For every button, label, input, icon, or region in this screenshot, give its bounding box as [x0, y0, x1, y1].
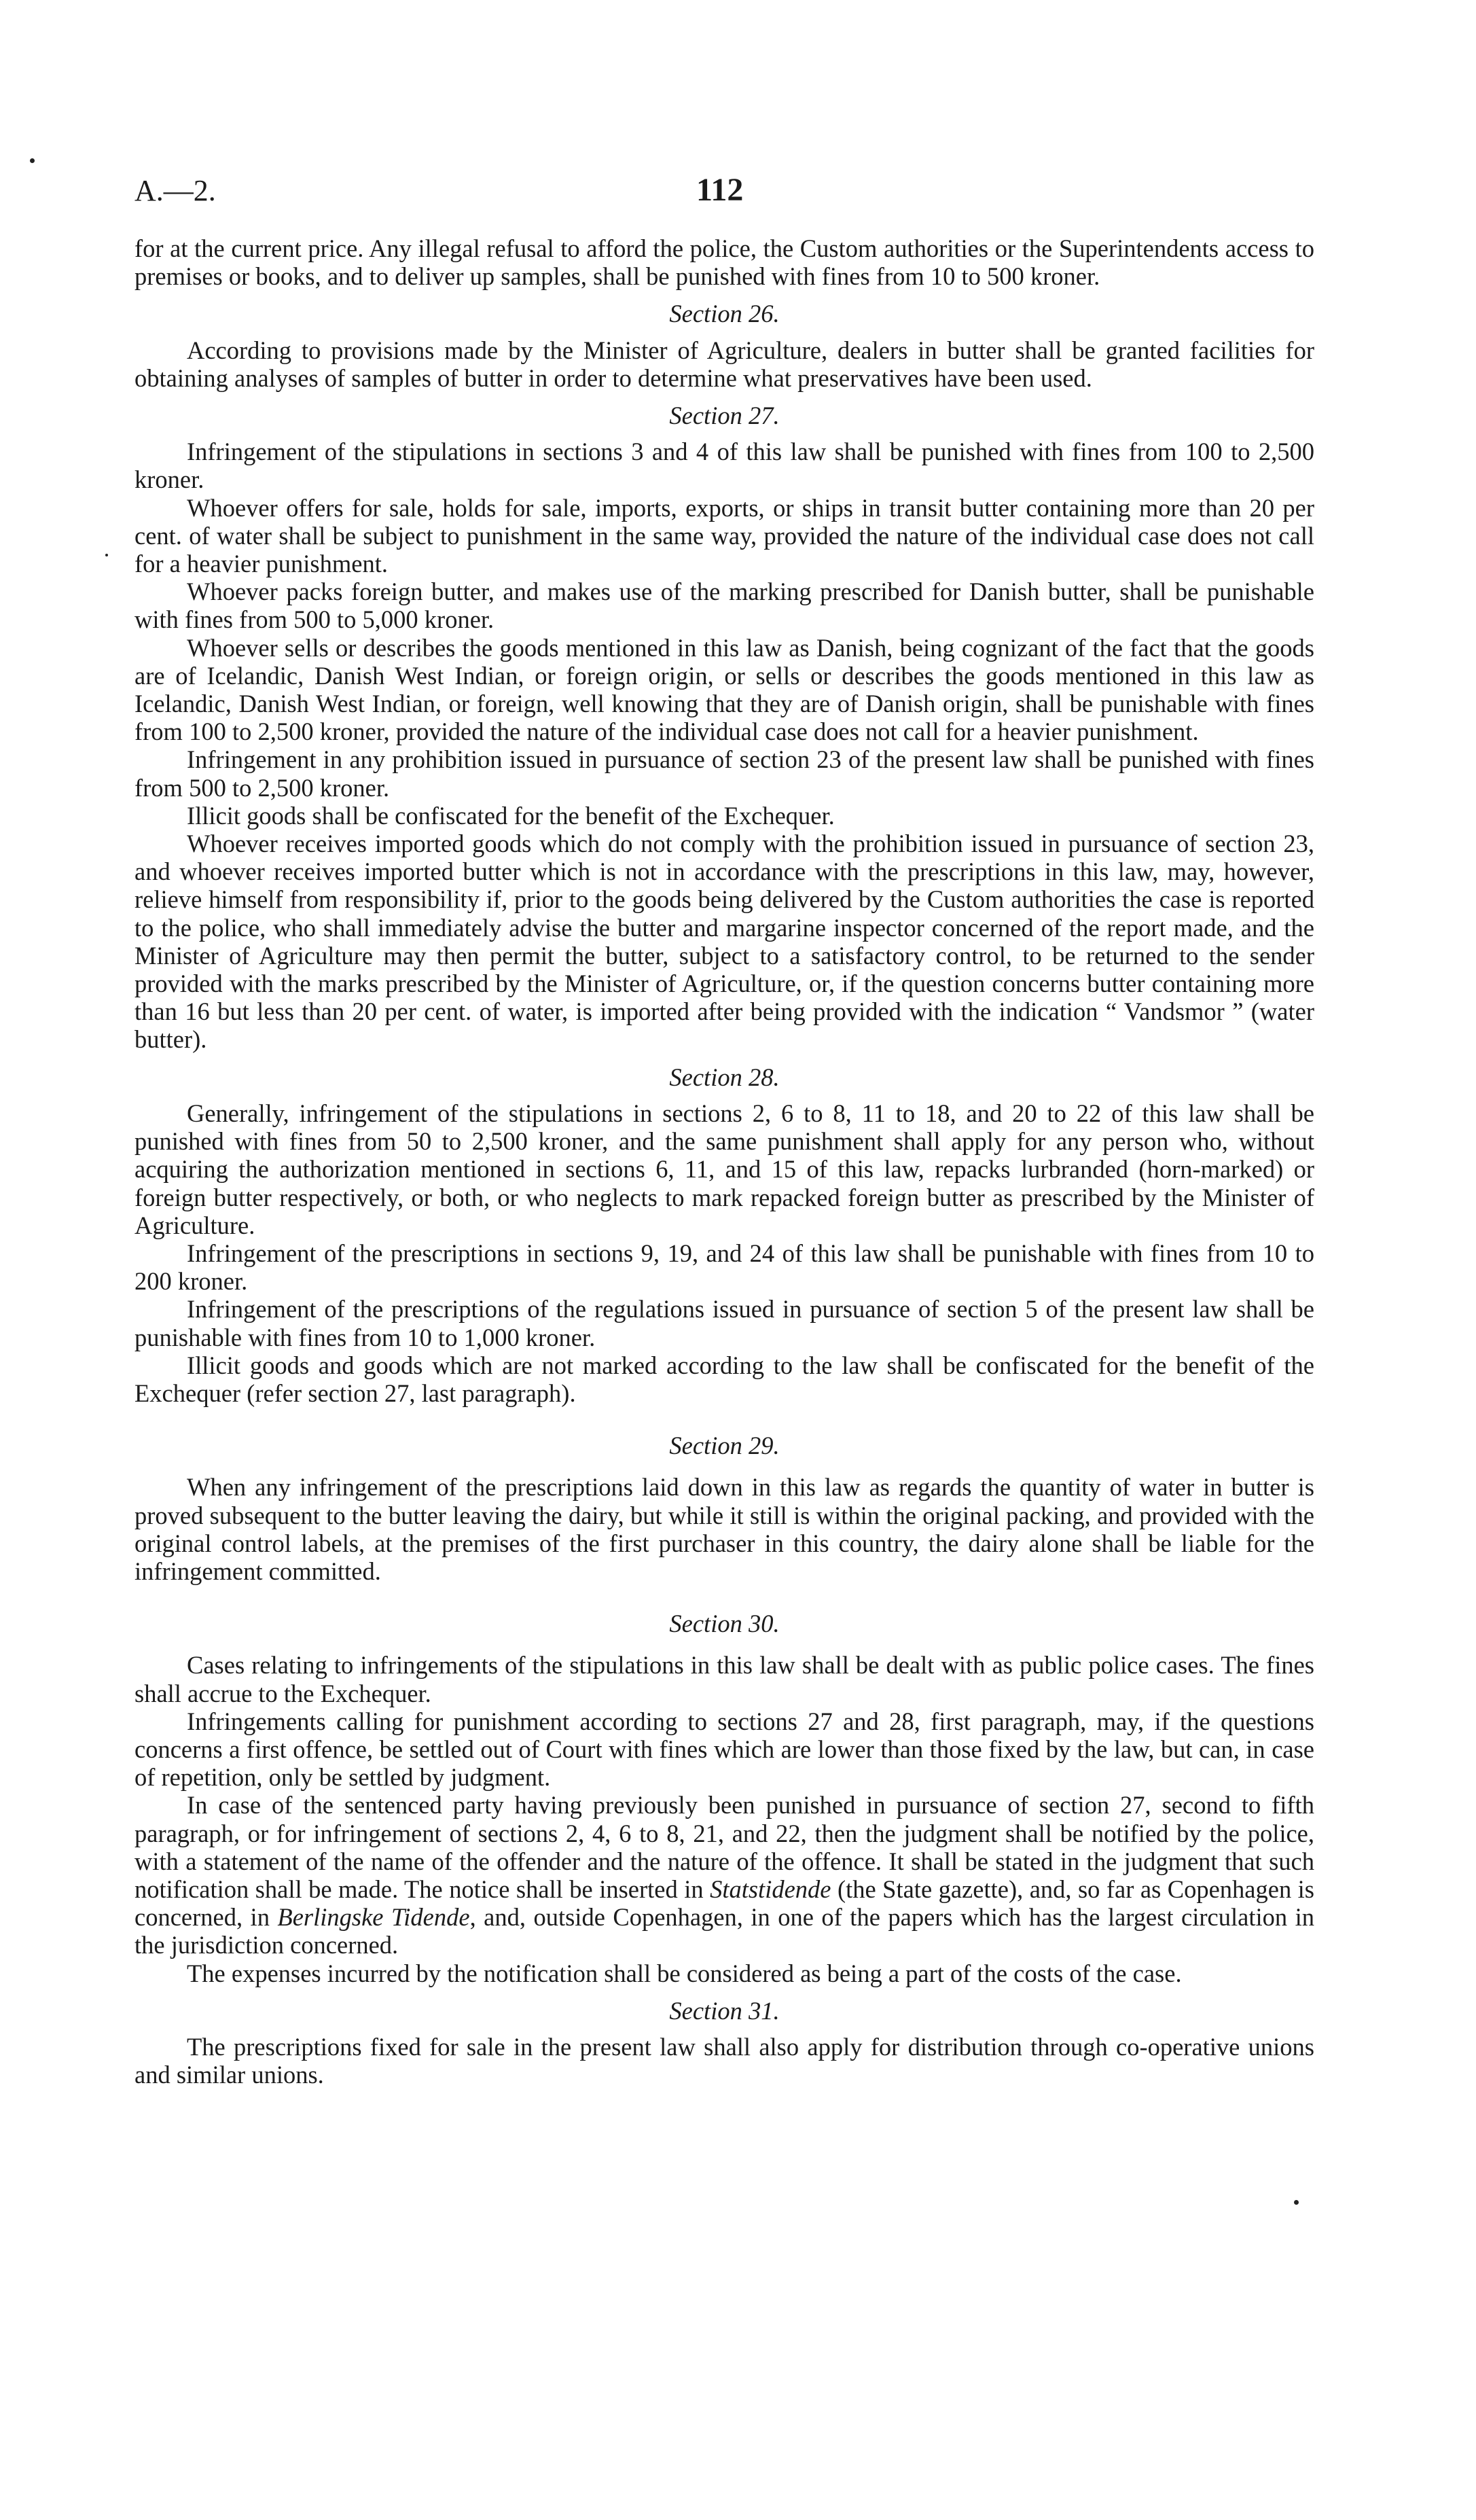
section-30-paragraph: Infringements calling for punishment according to sections 27 and 28, first paragraph, may, if the questions concerns a first offence, be settled out of Court with fines which are lower than those fixed by the law, but can, in case of repetition, only be settled by judgment.	[134, 1707, 1314, 1792]
section-28-paragraph: Generally, infringement of the stipulations in sections 2, 6 to 8, 11 to 18, and 20 to 22 of this law shall be punished with fines from 50 to 2,500 kroner, and the same punishment shall apply for any person who, without acquiring the authorization mentioned in sections 6, 11, and 15 of this law, repacks lurbranded (horn-marked) or foreign butter respectively, or both, or who neglects to mark repacked foreign butter as prescribed by the Minister of Agriculture.	[134, 1099, 1314, 1239]
section-31-paragraph: The prescriptions fixed for sale in the present law shall also apply for distribution through co-operative unions and similar unions.	[134, 2032, 1314, 2089]
section-29-paragraph: When any infringement of the prescriptions laid down in this law as regards the quantity of water in butter is proved subsequent to the butter leaving the dairy, but while it still is within the original packing, and provided with the original control labels, at the premises of the first purchaser in this country, the dairy alone shall be liable for the infringement committed.	[134, 1473, 1314, 1585]
section-28-paragraph: Illicit goods and goods which are not marked according to the law shall be confiscated for the benefit of the Exchequer (refer section 27, last paragraph).	[134, 1351, 1314, 1407]
section-27-paragraph: Whoever offers for sale, holds for sale, imports, exports, or ships in transit butter containing more than 20 per cent. of water shall be subject to punishment in the same way, provided the nature of the individual case does not call for a heavier punishment.	[134, 493, 1314, 578]
section-30-paragraph: Cases relating to infringements of the stipulations in this law shall be dealt with as public police cases. The fines shall accrue to the Exchequer.	[134, 1651, 1314, 1707]
gazette-name: Statstidende	[710, 1875, 831, 1903]
document-reference: A.—2.	[134, 174, 216, 207]
section-27-heading: Section 27.	[669, 402, 780, 430]
section-26-paragraph: According to provisions made by the Minister of Agriculture, dealers in butter shall be granted facilities for obtaining analyses of samples of butter in order to determine what preservatives have been used.	[134, 336, 1314, 392]
section-26-heading: Section 26.	[669, 300, 780, 328]
section-27-paragraph: Illicit goods shall be confiscated for the benefit of the Exchequer.	[187, 801, 835, 830]
paragraph-text: , and, outside Copenhagen, in one of the papers which has the largest circulation in the jurisdiction concerned.	[134, 1903, 1314, 1959]
section-29-heading: Section 29.	[669, 1432, 780, 1460]
section-30-heading: Section 30.	[669, 1610, 780, 1638]
section-30-paragraph: The expenses incurred by the notification shall be considered as being a part of the costs of the case.	[187, 1959, 1182, 1987]
section-28-paragraph: Infringement of the prescriptions of the regulations issued in pursuance of section 5 of the present law shall be punishable with fines from 10 to 1,000 kroner.	[134, 1295, 1314, 1351]
section-27-paragraph: Whoever receives imported goods which do not comply with the prohibition issued in pursuance of section 23, and whoever receives imported butter which is not in accordance with the prescriptions in this law, may, however, relieve himself from responsibility if, prior to the goods being delivered by the Custom authorities the case is reported to the police, who shall immediately advise the butter and margarine inspector concerned of the report made, and the Minister of Agriculture may then permit the butter, subject to a satisfactory control, to be returned to the sender provided with the marks prescribed by the Minister of Agriculture, or, if the question concerns butter containing more than 16 but less than 20 per cent. of water, is imported after being provided with the indication “ Vandsmor ” (water butter).	[134, 830, 1314, 1054]
scan-speck	[105, 554, 108, 556]
paragraph-text: (the State gazette), and, so far as Copenhagen is concerned, in	[134, 1875, 1315, 1932]
section-31-heading: Section 31.	[669, 1996, 780, 2025]
section-28-heading: Section 28.	[669, 1063, 780, 1091]
intro-paragraph: for at the current price. Any illegal refusal to afford the police, the Custom authorities or the Superintendents access to premises or books, and to deliver up samples, shall be punished with fines from 10 to 500 kroner.	[134, 234, 1314, 291]
scan-speck	[30, 158, 35, 163]
section-27-paragraph: Infringement in any prohibition issued in pursuance of section 23 of the present law shall be punished with fines from 500 to 2,500 kroner.	[134, 745, 1314, 802]
section-27-paragraph: Infringement of the stipulations in sections 3 and 4 of this law shall be punished with fines from 100 to 2,500 kroner.	[134, 438, 1314, 494]
scan-speck	[1294, 2200, 1299, 2205]
paragraph-text: In case of the sentenced party having previously been punished in pursuance of section 27, second to fifth paragraph, or for infringement of sections 2, 4, 6 to 8, 21, and 22, then the judgment shall be notified by the police, with a statement of the name of the offender and the nature of the offence. It shall be stated in the judgment that such notification shall be made. The notice shall be inserted in	[134, 1791, 1314, 1903]
document-body	[134, 234, 1314, 2089]
newspaper-name: Berlingske Tidende	[277, 1903, 470, 1932]
section-27-paragraph: Whoever sells or describes the goods mentioned in this law as Danish, being cognizant of the fact that the goods are of Icelandic, Danish West Indian, or foreign origin, or sells or describes the goods mentioned in this law as Icelandic, Danish West Indian, or foreign, well knowing that they are of Danish origin, shall be punishable with fines from 100 to 2,500 kroner, provided the nature of the individual case does not call for a heavier punishment.	[134, 633, 1314, 746]
section-27-paragraph: Whoever packs foreign butter, and makes use of the marking prescribed for Danish butter, shall be punishable with fines from 500 to 5,000 kroner.	[134, 578, 1314, 634]
page-number: 112	[696, 172, 744, 208]
section-28-paragraph: Infringement of the prescriptions in sections 9, 19, and 24 of this law shall be punishable with fines from 10 to 200 kroner.	[134, 1239, 1314, 1296]
section-30-paragraph	[134, 1791, 1314, 1959]
